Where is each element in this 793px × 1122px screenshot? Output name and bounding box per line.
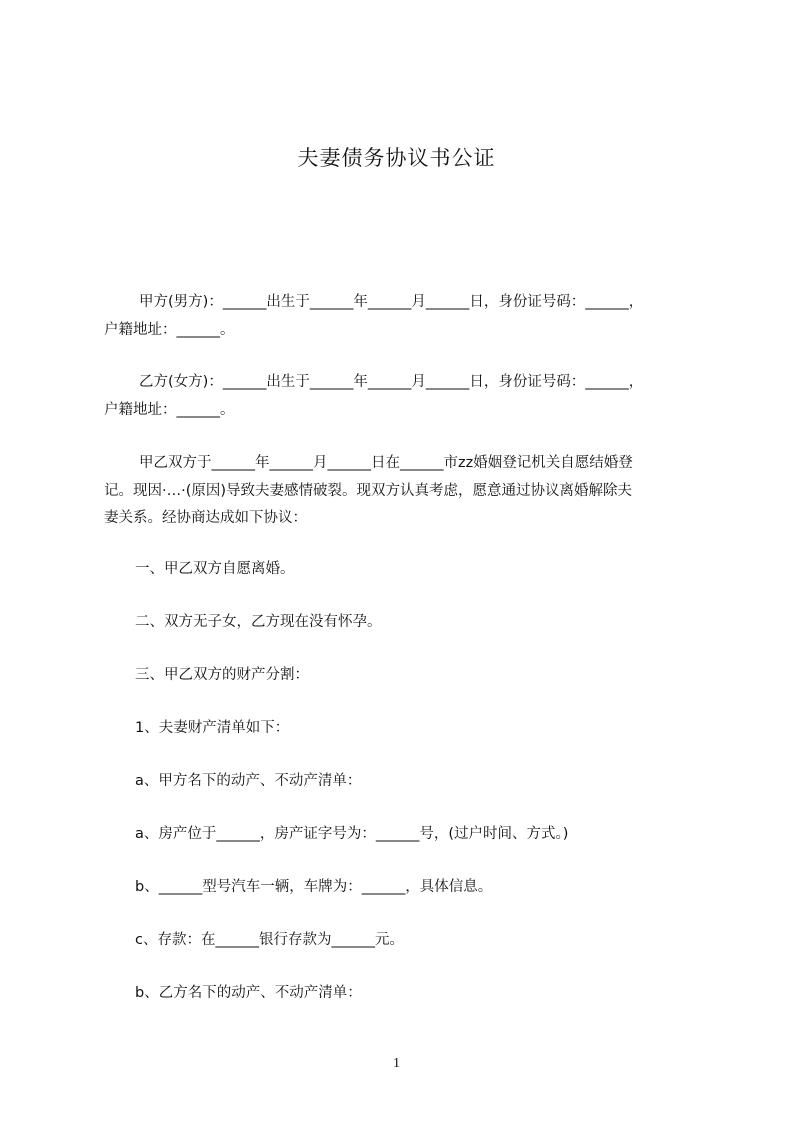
- clause-two: 二、双方无子女，乙方现在没有怀孕。: [135, 614, 382, 630]
- party-b-property-heading: b、乙方名下的动产、不动产清单：: [135, 985, 362, 1001]
- divorce-reason-line: 记。现因·…·(原因)导致夫妻感情破裂。现双方认真考虑，愿意通过协议离婚解除夫: [104, 483, 633, 499]
- house-property-line: a、房产位于______，房产证字号为：______号，(过户时间、方式。): [135, 826, 569, 842]
- party-b-birth-line: 乙方(女方)：______出生于______年______月______日，身份证号码：______，: [139, 374, 644, 390]
- party-a-address-line: 户籍地址：______。: [104, 322, 235, 338]
- page-number: 1: [393, 1056, 400, 1071]
- party-b-address-line: 户籍地址：______。: [104, 402, 235, 418]
- vehicle-line: b、______型号汽车一辆，车牌为：______，具体信息。: [135, 879, 493, 895]
- marriage-registration-line: 甲乙双方于______年______月______日在______市zz婚姻登记机关自愿结婚登: [139, 455, 633, 471]
- clause-one: 一、甲乙双方自愿离婚。: [135, 561, 295, 577]
- party-a-property-heading: a、甲方名下的动产、不动产清单：: [135, 773, 362, 789]
- party-a-birth-line: 甲方(男方)：______出生于______年______月______日，身份证号码：______，: [139, 294, 644, 310]
- property-list-heading: 1、夫妻财产清单如下：: [135, 720, 290, 736]
- document-title: 夫妻债务协议书公证: [297, 146, 496, 170]
- agreement-intro-line: 妻关系。经协商达成如下协议：: [104, 510, 307, 526]
- clause-three: 三、甲乙双方的财产分割：: [135, 667, 309, 683]
- deposit-line: c、存款：在______银行存款为______元。: [135, 932, 404, 948]
